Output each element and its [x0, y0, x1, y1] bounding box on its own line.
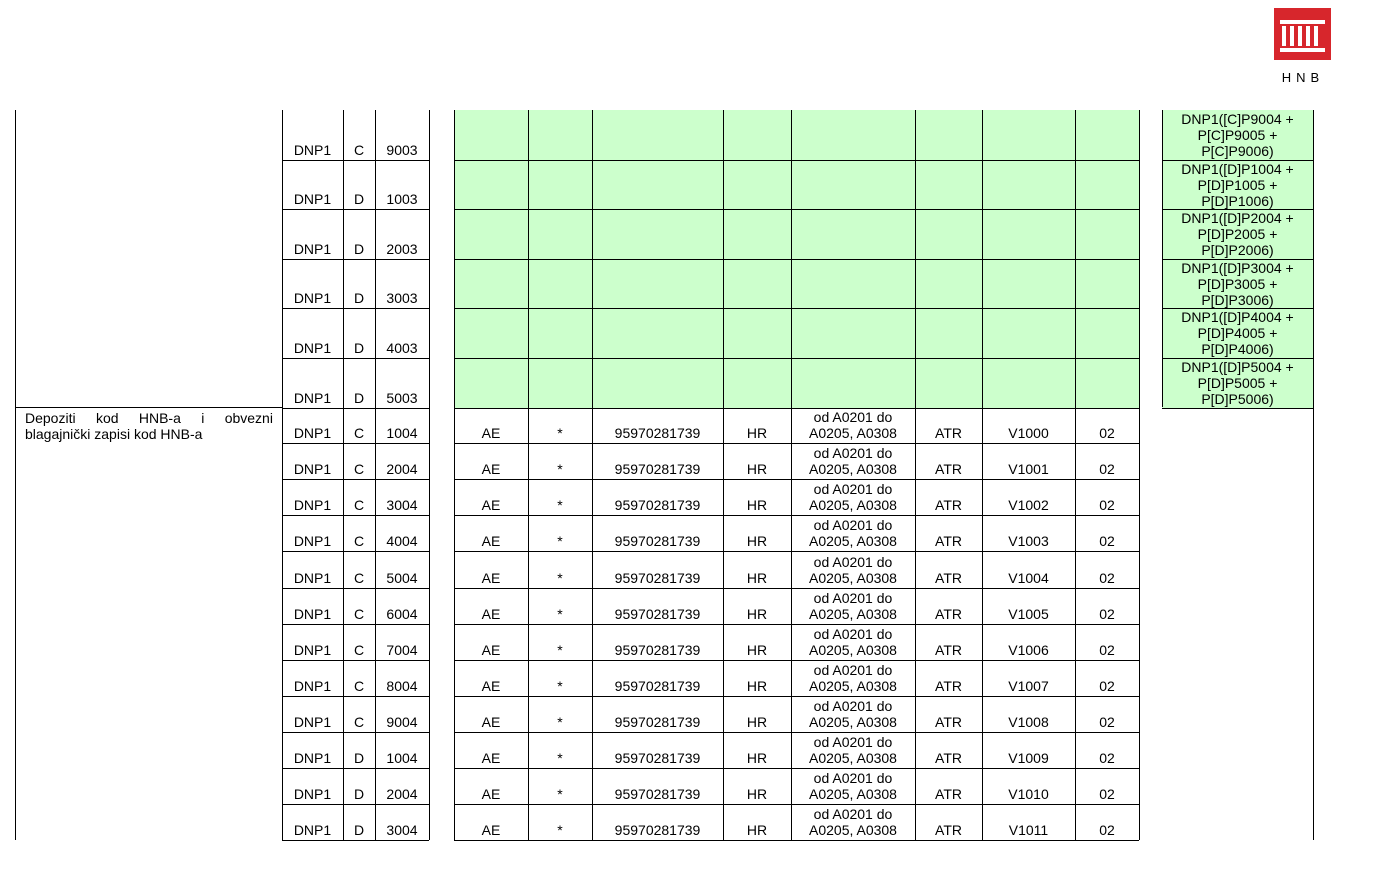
formula-line: P[D]P1005 + — [1197, 176, 1278, 193]
table-cell: D — [353, 340, 365, 356]
table-cell: D — [353, 290, 365, 307]
table-cell: 95970281739 — [614, 822, 701, 839]
row-rule — [454, 259, 1139, 260]
formula-cell — [1162, 111, 1313, 159]
table-cell: ATR — [935, 533, 962, 550]
table-cell: 2004 — [386, 786, 418, 803]
row-rule — [282, 768, 429, 769]
table-cell: 95970281739 — [614, 533, 701, 550]
formula-line: DNP1([D]P3004 + — [1181, 259, 1294, 276]
table-cell: 5004 — [386, 569, 418, 586]
table-cell: AE — [481, 533, 501, 550]
table-cell: HR — [746, 750, 768, 766]
table-cell: HR — [746, 786, 768, 803]
column-rule — [1139, 110, 1140, 840]
table-cell: 95970281739 — [614, 569, 701, 586]
row-rule — [282, 551, 429, 552]
table-cell: 02 — [1099, 605, 1115, 622]
table-cell: * — [557, 533, 563, 550]
table-cell: AE — [481, 750, 501, 766]
logo-text: HNB — [1281, 70, 1325, 85]
table-cell: D — [353, 240, 365, 257]
range-line: od A0201 do — [813, 409, 893, 426]
formula-line: P[D]P3005 + — [1197, 275, 1278, 292]
table-cell: 3004 — [386, 497, 418, 514]
formula-line: P[C]P9005 + — [1197, 127, 1278, 143]
table-cell: ATR — [935, 641, 962, 658]
section-label-word: Depoziti — [25, 410, 76, 426]
row-rule — [454, 308, 1139, 309]
table-cell: V1007 — [1008, 677, 1049, 694]
table-cell: 02 — [1099, 461, 1115, 478]
row-rule — [454, 768, 1139, 769]
table-cell: 4004 — [386, 533, 418, 550]
formula-line: P[D]P2005 + — [1197, 226, 1278, 243]
range-line: A0205, A0308 — [809, 605, 897, 622]
formula-line: P[D]P4005 + — [1197, 325, 1278, 342]
table-cell: DNP1 — [293, 141, 332, 158]
table-cell: HR — [746, 605, 768, 622]
table-cell: V1008 — [1008, 713, 1049, 730]
table-cell: * — [557, 713, 563, 730]
section-label-line1 — [25, 410, 273, 426]
row-rule — [282, 624, 429, 625]
table-cell: 8004 — [386, 677, 418, 694]
formula-line: DNP1([D]P4004 + — [1181, 309, 1294, 326]
range-line: od A0201 do — [813, 553, 893, 570]
range-line: A0205, A0308 — [809, 641, 897, 658]
table-cell: 02 — [1099, 677, 1115, 694]
table-cell: 1003 — [386, 191, 418, 208]
row-rule — [282, 588, 429, 589]
row-rule — [282, 443, 429, 444]
row-rule — [282, 804, 429, 805]
table-cell: C — [353, 677, 365, 694]
table-cell: ATR — [935, 750, 962, 766]
table-cell: AE — [481, 713, 501, 730]
row-rule — [454, 209, 1139, 210]
section-label-word: kod — [95, 410, 119, 426]
green-row-fill — [454, 110, 1139, 160]
table-cell: C — [353, 425, 365, 442]
formula-cell — [1162, 260, 1313, 308]
column-rule — [429, 110, 430, 840]
formula-line: DNP1([D]P2004 + — [1181, 210, 1294, 227]
formula-line: P[C]P9006) — [1201, 143, 1274, 159]
row-rule — [282, 308, 429, 309]
range-line: od A0201 do — [813, 445, 893, 462]
green-row-fill — [454, 358, 1139, 408]
row-rule — [282, 358, 429, 359]
table-cell: * — [557, 750, 563, 766]
row-rule — [282, 160, 429, 161]
table-cell: V1004 — [1008, 569, 1049, 586]
range-line: A0205, A0308 — [809, 569, 897, 586]
hnb-building-icon — [1274, 8, 1331, 60]
table-cell: D — [353, 750, 365, 766]
table-cell: DNP1 — [293, 340, 332, 356]
table-cell: D — [353, 389, 365, 406]
table-cell: DNP1 — [293, 641, 332, 658]
table-cell: ATR — [935, 677, 962, 694]
green-row-fill — [454, 209, 1139, 259]
table-cell: AE — [481, 425, 501, 442]
section-rule — [15, 407, 282, 408]
table-cell: 2004 — [386, 461, 418, 478]
table-cell: HR — [746, 425, 768, 442]
table-cell: DNP1 — [293, 533, 332, 550]
table-cell: C — [353, 605, 365, 622]
table-cell: V1006 — [1008, 641, 1049, 658]
table-cell: AE — [481, 461, 501, 478]
table-cell: V1010 — [1008, 786, 1049, 803]
formula-line: P[D]P2006) — [1201, 242, 1274, 259]
table-cell: C — [353, 461, 365, 478]
column-rule — [15, 110, 16, 840]
formula-line: DNP1([C]P9004 + — [1181, 111, 1294, 127]
table-cell: HR — [746, 822, 768, 839]
table-cell: HR — [746, 569, 768, 586]
green-row-fill — [454, 308, 1139, 358]
table-cell: * — [557, 425, 563, 442]
table-cell: C — [353, 497, 365, 514]
row-rule — [454, 551, 1139, 552]
table-cell: AE — [481, 641, 501, 658]
row-rule — [282, 209, 429, 210]
range-line: od A0201 do — [813, 517, 893, 534]
table-cell: * — [557, 641, 563, 658]
table-cell: ATR — [935, 605, 962, 622]
range-line: A0205, A0308 — [809, 786, 897, 803]
table-cell: D — [353, 191, 365, 208]
table-cell: 95970281739 — [614, 786, 701, 803]
row-rule — [454, 696, 1139, 697]
row-rule — [454, 515, 1139, 516]
range-line: A0205, A0308 — [809, 822, 897, 839]
table-cell: DNP1 — [293, 425, 332, 442]
table-cell: ATR — [935, 713, 962, 730]
range-line: A0205, A0308 — [809, 497, 897, 514]
table-cell: 95970281739 — [614, 425, 701, 442]
table-cell: HR — [746, 497, 768, 514]
row-rule — [454, 160, 1139, 161]
table-cell: DNP1 — [293, 822, 332, 839]
range-line: A0205, A0308 — [809, 533, 897, 550]
table-cell: DNP1 — [293, 389, 332, 406]
table-cell: C — [353, 641, 365, 658]
table-cell: 95970281739 — [614, 750, 701, 766]
row-rule — [282, 660, 429, 661]
row-rule — [1162, 408, 1314, 409]
table-cell: 95970281739 — [614, 461, 701, 478]
table-cell: * — [557, 822, 563, 839]
table-cell: * — [557, 461, 563, 478]
table-cell: * — [557, 497, 563, 514]
table-cell: ATR — [935, 497, 962, 514]
table-cell: C — [353, 713, 365, 730]
table-cell: 02 — [1099, 713, 1115, 730]
formula-cell — [1162, 359, 1313, 407]
table-cell: 02 — [1099, 786, 1115, 803]
row-rule — [454, 479, 1139, 480]
table-cell: 1004 — [386, 750, 418, 766]
formula-line: P[D]P5005 + — [1197, 375, 1278, 391]
formula-line: P[D]P5006) — [1201, 391, 1274, 407]
green-row-fill — [454, 259, 1139, 309]
section-label — [25, 410, 273, 442]
table-cell: 95970281739 — [614, 677, 701, 694]
table-cell: ATR — [935, 786, 962, 803]
table-cell: AE — [481, 569, 501, 586]
row-rule — [454, 804, 1139, 805]
table-cell: DNP1 — [293, 713, 332, 730]
green-row-fill — [454, 160, 1139, 210]
table-cell: V1011 — [1008, 822, 1049, 839]
table-cell: * — [557, 677, 563, 694]
formula-cell — [1162, 161, 1313, 209]
section-label-word: obvezni — [224, 410, 273, 426]
row-rule — [282, 515, 429, 516]
row-rule — [282, 696, 429, 697]
column-rule — [1313, 110, 1314, 840]
table-cell: * — [557, 569, 563, 586]
row-rule — [454, 443, 1139, 444]
table-cell: V1000 — [1008, 425, 1049, 442]
formula-line: DNP1([D]P5004 + — [1181, 359, 1294, 375]
table-cell: V1003 — [1008, 533, 1049, 550]
row-rule — [282, 732, 429, 733]
range-line: A0205, A0308 — [809, 677, 897, 694]
table-cell: 02 — [1099, 533, 1115, 550]
table-cell: 02 — [1099, 750, 1115, 766]
row-rule — [282, 259, 429, 260]
table-cell: 95970281739 — [614, 641, 701, 658]
formula-line: P[D]P1006) — [1201, 192, 1274, 209]
table-cell: 5003 — [386, 389, 418, 406]
table-cell: ATR — [935, 822, 962, 839]
table-cell: AE — [481, 497, 501, 514]
table-cell: * — [557, 786, 563, 803]
table-cell: 3003 — [386, 290, 418, 307]
section-label-word: HNB-a — [138, 410, 181, 426]
row-rule — [282, 840, 429, 841]
table-cell: AE — [481, 605, 501, 622]
table-cell: HR — [746, 533, 768, 550]
table-cell: 7004 — [386, 641, 418, 658]
range-line: od A0201 do — [813, 734, 893, 750]
table-cell: 95970281739 — [614, 605, 701, 622]
table-cell: V1005 — [1008, 605, 1049, 622]
table-cell: ATR — [935, 425, 962, 442]
row-rule — [282, 408, 429, 409]
table-cell: HR — [746, 461, 768, 478]
table-cell: * — [557, 605, 563, 622]
table-cell: 2003 — [386, 240, 418, 257]
row-rule — [454, 840, 1139, 841]
table-cell: AE — [481, 786, 501, 803]
table-cell: 9003 — [386, 141, 418, 158]
range-line: A0205, A0308 — [809, 750, 897, 766]
range-line: od A0201 do — [813, 806, 893, 823]
formula-line: P[D]P4006) — [1201, 341, 1274, 358]
range-line: od A0201 do — [813, 481, 893, 498]
table-cell: DNP1 — [293, 605, 332, 622]
table-cell: DNP1 — [293, 786, 332, 803]
table-cell: V1001 — [1008, 461, 1049, 478]
table-cell: HR — [746, 713, 768, 730]
table-cell: 02 — [1099, 641, 1115, 658]
range-line: A0205, A0308 — [809, 461, 897, 478]
table-cell: 95970281739 — [614, 713, 701, 730]
range-line: od A0201 do — [813, 625, 893, 642]
formula-cell — [1162, 210, 1313, 258]
range-line: od A0201 do — [813, 697, 893, 714]
table-cell: V1009 — [1008, 750, 1049, 766]
table-cell: 3004 — [386, 822, 418, 839]
table-cell: 95970281739 — [614, 497, 701, 514]
formula-line: P[D]P3006) — [1201, 291, 1274, 308]
table-cell: 02 — [1099, 822, 1115, 839]
range-line: od A0201 do — [813, 770, 893, 787]
range-line: A0205, A0308 — [809, 713, 897, 730]
table-cell: HR — [746, 641, 768, 658]
table-cell: DNP1 — [293, 497, 332, 514]
table-cell: 02 — [1099, 425, 1115, 442]
table-cell: DNP1 — [293, 461, 332, 478]
range-line: od A0201 do — [813, 661, 893, 678]
formula-cell — [1162, 309, 1313, 357]
table-cell: HR — [746, 677, 768, 694]
table-cell: AE — [481, 677, 501, 694]
table-cell: AE — [481, 822, 501, 839]
table-cell: DNP1 — [293, 750, 332, 766]
table-cell: DNP1 — [293, 677, 332, 694]
table-cell: ATR — [935, 461, 962, 478]
table-cell: D — [353, 786, 365, 803]
table-cell: D — [353, 822, 365, 839]
formula-line: DNP1([D]P1004 + — [1181, 160, 1294, 177]
table-cell: 4003 — [386, 340, 418, 356]
table-cell: 6004 — [386, 605, 418, 622]
range-line: A0205, A0308 — [809, 425, 897, 442]
row-rule — [282, 479, 429, 480]
table-cell: DNP1 — [293, 240, 332, 257]
section-label-word: i — [201, 410, 205, 426]
table-cell: 1004 — [386, 425, 418, 442]
table-cell: DNP1 — [293, 569, 332, 586]
table-cell: C — [353, 141, 365, 158]
table-cell: DNP1 — [293, 191, 332, 208]
table-cell: 02 — [1099, 497, 1115, 514]
range-line: od A0201 do — [813, 589, 893, 606]
table-cell: ATR — [935, 569, 962, 586]
table-cell: 9004 — [386, 713, 418, 730]
row-rule — [454, 732, 1139, 733]
row-rule — [454, 358, 1139, 359]
section-label-line2: blagajnički zapisi kod HNB-a — [25, 426, 203, 442]
table-cell: DNP1 — [293, 290, 332, 307]
table-cell: 02 — [1099, 569, 1115, 586]
table-cell: V1002 — [1008, 497, 1049, 514]
table-cell: C — [353, 533, 365, 550]
table-cell: C — [353, 569, 365, 586]
